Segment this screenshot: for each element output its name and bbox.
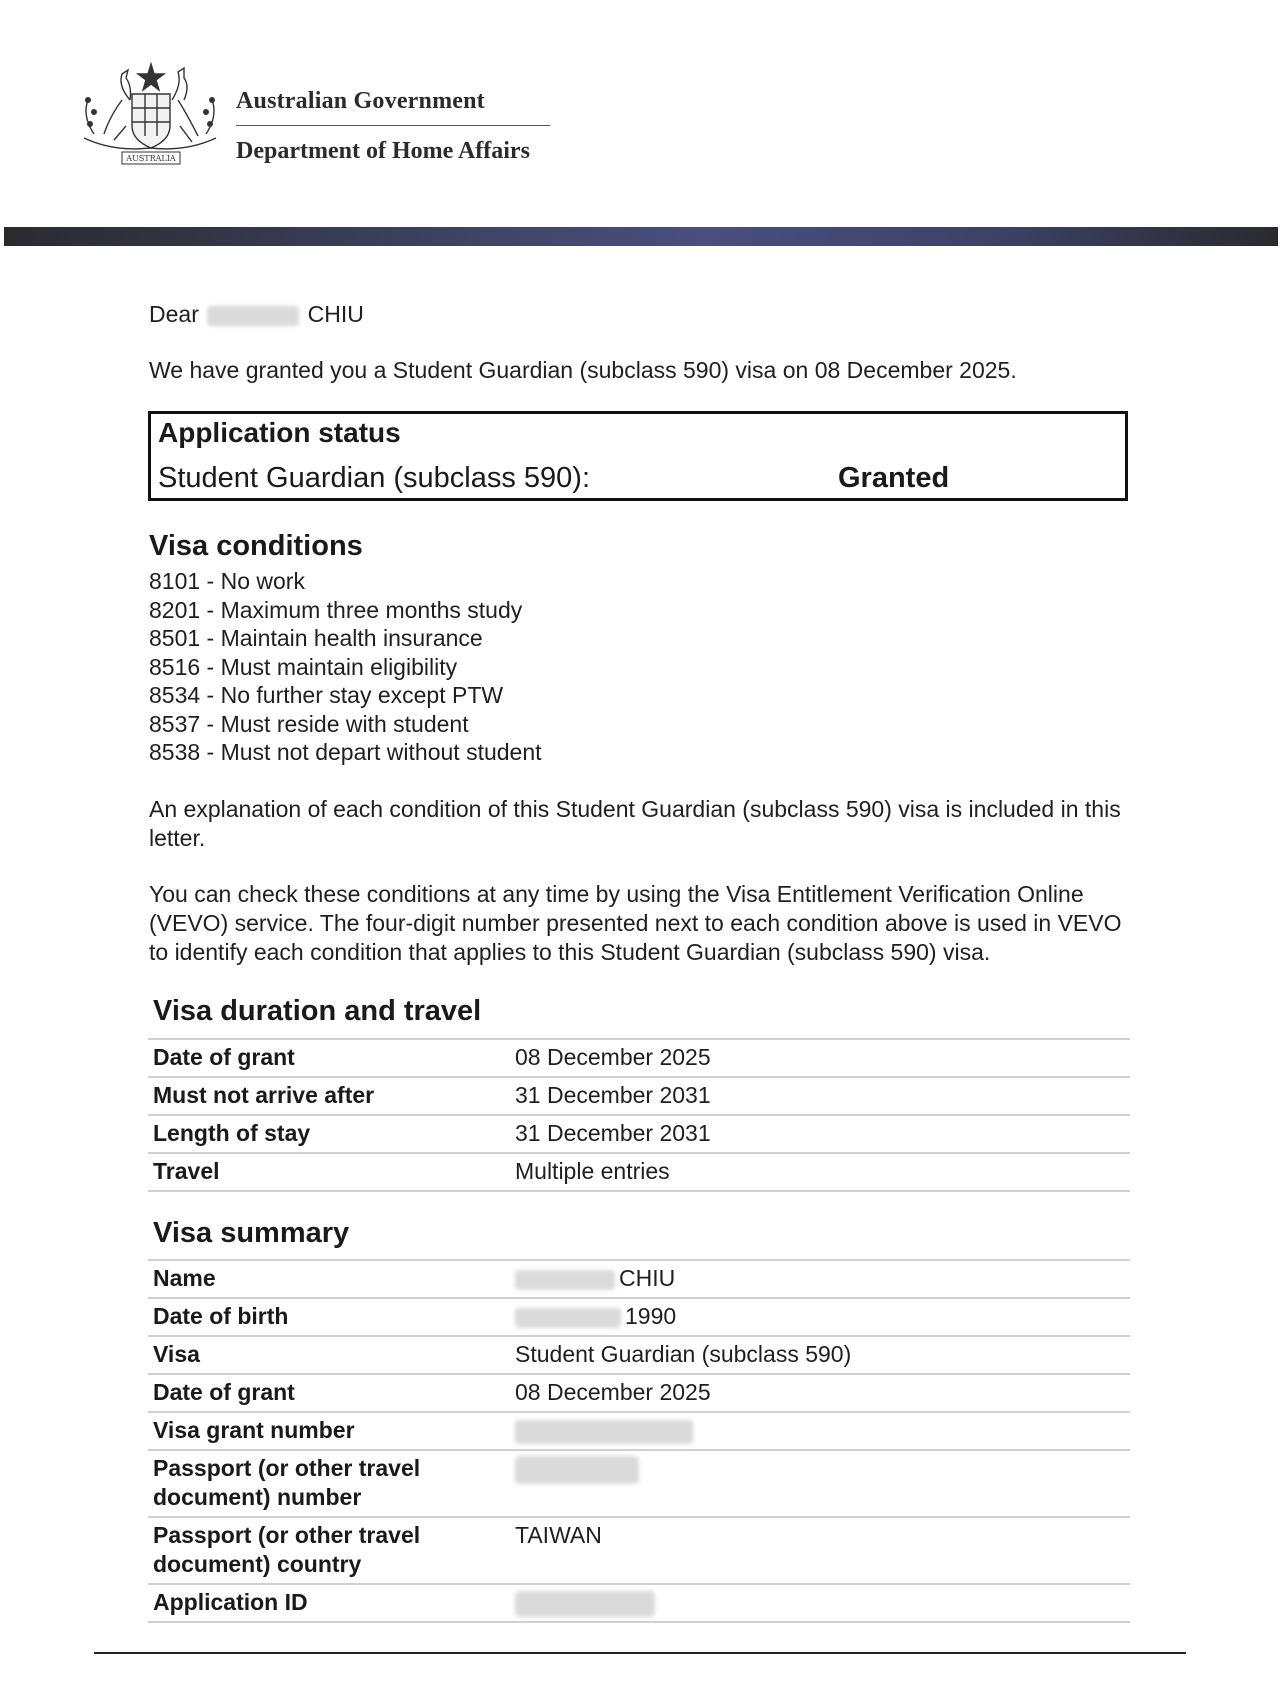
table-row bbox=[148, 1584, 1130, 1622]
row-label: Must not arrive after bbox=[148, 1077, 510, 1115]
table-row bbox=[148, 1039, 1130, 1077]
table-row bbox=[148, 1153, 1130, 1191]
salutation-surname: CHIU bbox=[307, 301, 364, 327]
row-label: Passport (or other travel document) country bbox=[148, 1517, 510, 1584]
condition-item: 8101 - No work bbox=[149, 568, 305, 594]
condition-item: 8538 - Must not depart without student bbox=[149, 739, 542, 765]
salutation bbox=[149, 300, 364, 329]
commonwealth-coat-of-arms-icon bbox=[74, 56, 226, 168]
row-value: 08 December 2025 bbox=[510, 1374, 1130, 1412]
grant-sentence: We have granted you a Student Guardian (subclass 590) visa on 08 December 2025. bbox=[149, 357, 1017, 383]
redacted-passport-number bbox=[515, 1456, 639, 1484]
name-surname: CHIU bbox=[619, 1265, 676, 1291]
summary-table bbox=[148, 1259, 1130, 1623]
row-value: Multiple entries bbox=[510, 1153, 1130, 1191]
visa-conditions-list bbox=[149, 567, 542, 767]
table-row bbox=[148, 1260, 1130, 1298]
row-label: Name bbox=[148, 1260, 510, 1298]
row-label: Date of grant bbox=[148, 1039, 510, 1077]
row-value: Student Guardian (subclass 590) bbox=[510, 1336, 1130, 1374]
table-row bbox=[148, 1298, 1130, 1336]
row-value: TAIWAN bbox=[510, 1517, 1130, 1584]
visa-conditions-heading: Visa conditions bbox=[149, 530, 363, 562]
duration-heading: Visa duration and travel bbox=[153, 995, 482, 1027]
duration-table bbox=[148, 1038, 1130, 1192]
row-value: 31 December 2031 bbox=[510, 1115, 1130, 1153]
birth-year: 1990 bbox=[625, 1303, 677, 1329]
condition-item: 8537 - Must reside with student bbox=[149, 710, 469, 737]
salutation-prefix: Dear bbox=[149, 301, 199, 327]
letterhead-divider bbox=[236, 125, 550, 126]
vevo-note: You can check these conditions at any time by using the Visa Entitlement Verification Online (VEVO) service. The four-digit number presented next to each condition above is used in VEVO to identify each condition that applies to this Student Guardian (subclass 590) visa. bbox=[149, 881, 1122, 965]
table-row bbox=[148, 1336, 1130, 1374]
condition-item: 8516 - Must maintain eligibility bbox=[149, 653, 458, 680]
row-value bbox=[510, 1584, 1130, 1622]
summary-heading: Visa summary bbox=[153, 1217, 350, 1249]
row-label: Visa grant number bbox=[148, 1412, 510, 1450]
row-label: Travel bbox=[148, 1153, 510, 1191]
table-row bbox=[148, 1517, 1130, 1584]
row-label: Application ID bbox=[148, 1584, 510, 1622]
table-row bbox=[148, 1412, 1130, 1450]
status-label: Student Guardian (subclass 590): bbox=[158, 462, 591, 494]
row-value bbox=[510, 1412, 1130, 1450]
letterhead bbox=[0, 0, 1280, 228]
condition-item: 8201 - Maximum three months study bbox=[149, 596, 523, 623]
redacted-given-name bbox=[515, 1270, 615, 1290]
government-name: Australian Government bbox=[236, 88, 485, 114]
status-value: Granted bbox=[838, 462, 950, 494]
department-name: Department of Home Affairs bbox=[236, 138, 530, 164]
row-value: 08 December 2025 bbox=[510, 1039, 1130, 1077]
table-row bbox=[148, 1077, 1130, 1115]
row-value bbox=[510, 1450, 1130, 1517]
redacted-application-id bbox=[515, 1591, 655, 1617]
table-row bbox=[148, 1374, 1130, 1412]
row-label: Passport (or other travel document) number bbox=[148, 1450, 510, 1517]
row-label: Date of grant bbox=[148, 1374, 510, 1412]
row-value bbox=[510, 1298, 1130, 1336]
row-label: Visa bbox=[148, 1336, 510, 1374]
status-title: Application status bbox=[158, 417, 401, 448]
row-value: 31 December 2031 bbox=[510, 1077, 1130, 1115]
footer-divider bbox=[94, 1652, 1186, 1654]
condition-item: 8534 - No further stay except PTW bbox=[149, 682, 504, 708]
row-value bbox=[510, 1260, 1130, 1298]
redacted-given-name bbox=[207, 306, 299, 326]
crest-scroll-text: AUSTRALIA bbox=[126, 154, 176, 163]
row-label: Date of birth bbox=[148, 1298, 510, 1336]
row-label: Length of stay bbox=[148, 1115, 510, 1153]
table-row bbox=[148, 1450, 1130, 1517]
table-row bbox=[148, 1115, 1130, 1153]
redacted-grant-number bbox=[515, 1420, 693, 1444]
header-banner bbox=[4, 227, 1278, 246]
redacted-birth-day-month bbox=[515, 1308, 621, 1328]
condition-item: 8501 - Maintain health insurance bbox=[149, 625, 483, 651]
application-status-box bbox=[148, 411, 1128, 501]
conditions-explanation: An explanation of each condition of this Student Guardian (subclass 590) visa is included in this letter. bbox=[149, 796, 1121, 851]
